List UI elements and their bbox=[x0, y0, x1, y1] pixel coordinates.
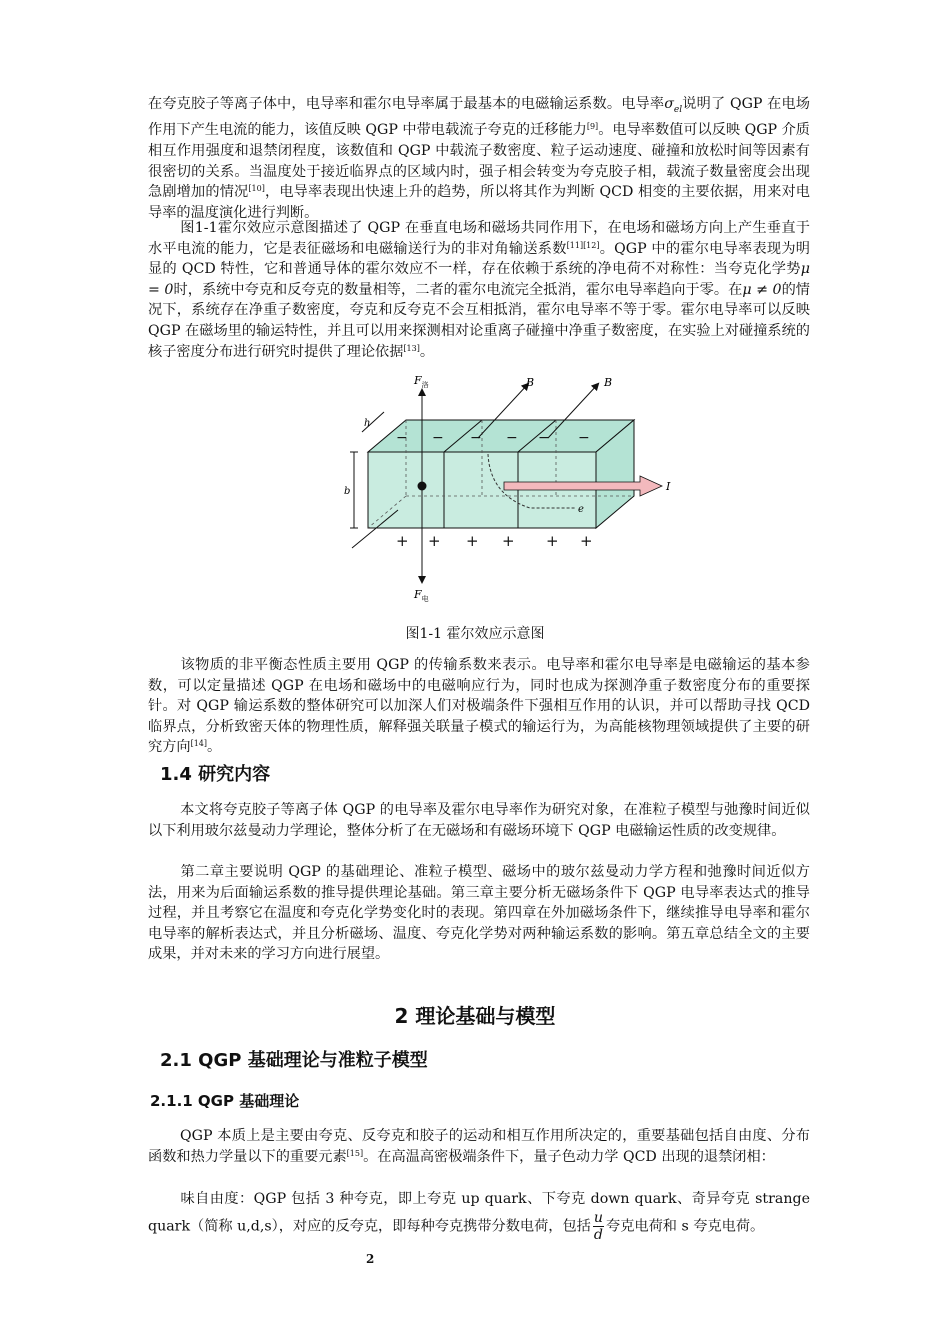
section-heading-2-1: 2.1 QGP 基础理论与准粒子模型 bbox=[160, 1050, 428, 1071]
label-h: h bbox=[364, 418, 371, 429]
hall-box bbox=[368, 420, 634, 528]
svg-text:+: + bbox=[502, 532, 515, 550]
positive-charges bbox=[396, 532, 593, 550]
paragraph-conductivity: 在夸克胶子等离子体中，电导率和霍尔电导率属于最基本的电磁输运系数。电导率$\sigma_{el}$说明了 QGP 在电场作用下产生电流的能力，该值反映 QGP 中带电载流子夸克的迁移能力[9]。电导率数值可以反映 QGP 介质相互作用强度和退禁闭程度，该数值和 QGP 中载流子数密度、粒子运动速度、碰撞和放松时间等因素有很密切的关系。当温度处于接近临界点的区域内时，强子相会转变为夸克胶子相，载流子数量密度会出现急剧增加的情况[10]，电导率表现出快速上升的趋势，所以将其作为判断 QCD 相变的主要依据，用来对电导率的温度演化进行判断。 bbox=[148, 96, 810, 221]
svg-text:+: + bbox=[466, 532, 479, 550]
svg-text:−: − bbox=[578, 430, 590, 446]
paragraph-chapter-outline: 第二章主要说明 QGP 的基础理论、准粒子模型、磁场中的玻尔兹曼动力学方程和弛豫时间近似方法，用来为后面输运系数的推导提供理论基础。第三章主要分析无磁场条件下 QGP 电导率表达式的推导过程，并且考察它在温度和夸克化学势变化时的表现。第四章在外加磁场条件下，继续推导电导率和霍尔电导率的解析表达式，并且分析磁场、温度、夸克化学势对两种输运系数的影响。第五章总结全文的主要成果，并对未来的学习方向进行展望。 bbox=[148, 864, 810, 963]
svg-text:−: − bbox=[432, 430, 444, 446]
label-f-electric: $F_电$ bbox=[414, 588, 429, 603]
label-b-field-2: B bbox=[604, 376, 613, 389]
paragraph-transport-coefficients: 该物质的非平衡态性质主要用 QGP 的传输系数来表示。电导率和霍尔电导率是电磁输运的基本参数，可以定量描述 QGP 在电场和磁场中的电磁响应行为，同时也成为探测净重子数密度分布的重要探针。对 QGP 输运系数的整体研究可以加深人们对极端条件下强相互作用的认识，并可以帮助寻找 QCD 临界点，分析致密天体的物理性质，解释强关联量子模式的输运行为，为高能核物理领域提供了主要的研究方向[14]。 bbox=[148, 657, 810, 756]
label-b-field-1: B bbox=[526, 376, 535, 389]
svg-text:+: + bbox=[580, 532, 593, 550]
paragraph-flavor-dof: 味自由度：QGP 包括 3 种夸克，即上夸克 up quark、下夸克 down quark、奇异夸克 strange quark（简称 u,d,s），对应的反夸克，即每种夸克携带分数电荷，包括 $\frac{u}{d}$ 夸克电荷和 s 夸克电荷。 bbox=[148, 1191, 810, 1243]
label-current: I bbox=[666, 480, 671, 493]
svg-text:+: + bbox=[546, 532, 559, 550]
subsection-heading-2-1-1: 2.1.1 QGP 基础理论 bbox=[150, 1092, 300, 1110]
svg-text:−: − bbox=[396, 430, 408, 446]
label-b-dim: b bbox=[344, 486, 351, 497]
charge-dot bbox=[418, 482, 427, 491]
svg-text:−: − bbox=[506, 430, 518, 446]
hall-effect-figure bbox=[340, 370, 680, 610]
section-heading-1-4: 1.4 研究内容 bbox=[160, 764, 271, 785]
paragraph-hall-conductivity: 图1-1霍尔效应示意图描述了 QGP 在垂直电场和磁场共同作用下，在电场和磁场方向上产生垂直于水平电流的能力，它是表征磁场和电磁输送行为的非对角输送系数[11][12]。QGP 中的霍尔电导率表现为明显的 QCD 特性，它和普通导体的霍尔效应不一样，存在依赖于系统的净电荷不对称性：当夸克化学势μ = 0时，系统中夸克和反夸克的数量相等，二者的霍尔电流完全抵消，霍尔电导率趋向于零。在μ ≠ 0的情况下，系统存在净重子数密度，夸克和反夸克不会互相抵消，霍尔电导率不等于零。霍尔电导率可以反映 QGP 在磁场里的输运特性，并且可以用来探测相对论重离子碰撞中净重子数密度，在实验上对碰撞系统的核子密度分布进行研究时提供了理论依据[13]。 bbox=[148, 220, 810, 360]
svg-text:+: + bbox=[396, 532, 409, 550]
paragraph-qgp-basics: QGP 本质上是主要由夸克、反夸克和胶子的运动和相互作用所决定的，重要基础包括自由度、分布函数和热力学量以下的重要元素[15]。在高温高密极端条件下，量子色动力学 QCD 出现的退禁闭相： bbox=[148, 1128, 810, 1165]
svg-text:−: − bbox=[470, 430, 482, 446]
chapter-heading-2: 2 理论基础与模型 bbox=[394, 1004, 556, 1028]
label-f-lorentz: $F_洛$ bbox=[414, 374, 429, 389]
svg-text:+: + bbox=[428, 532, 441, 550]
svg-text:−: − bbox=[538, 430, 550, 446]
figure-caption: 图1-1 霍尔效应示意图 bbox=[405, 626, 545, 642]
page-number: 2 bbox=[366, 1252, 375, 1266]
paragraph-research-content: 本文将夸克胶子等离子体 QGP 的电导率及霍尔电导率作为研究对象，在准粒子模型与弛豫时间近似以下利用玻尔兹曼动力学理论，整体分析了在无磁场和有磁场环境下 QGP 电磁输运性质的改变规律。 bbox=[148, 802, 810, 839]
fraction-u-over-d: $\frac{u}{d}$ bbox=[593, 1210, 604, 1243]
label-electron: e bbox=[578, 504, 584, 515]
